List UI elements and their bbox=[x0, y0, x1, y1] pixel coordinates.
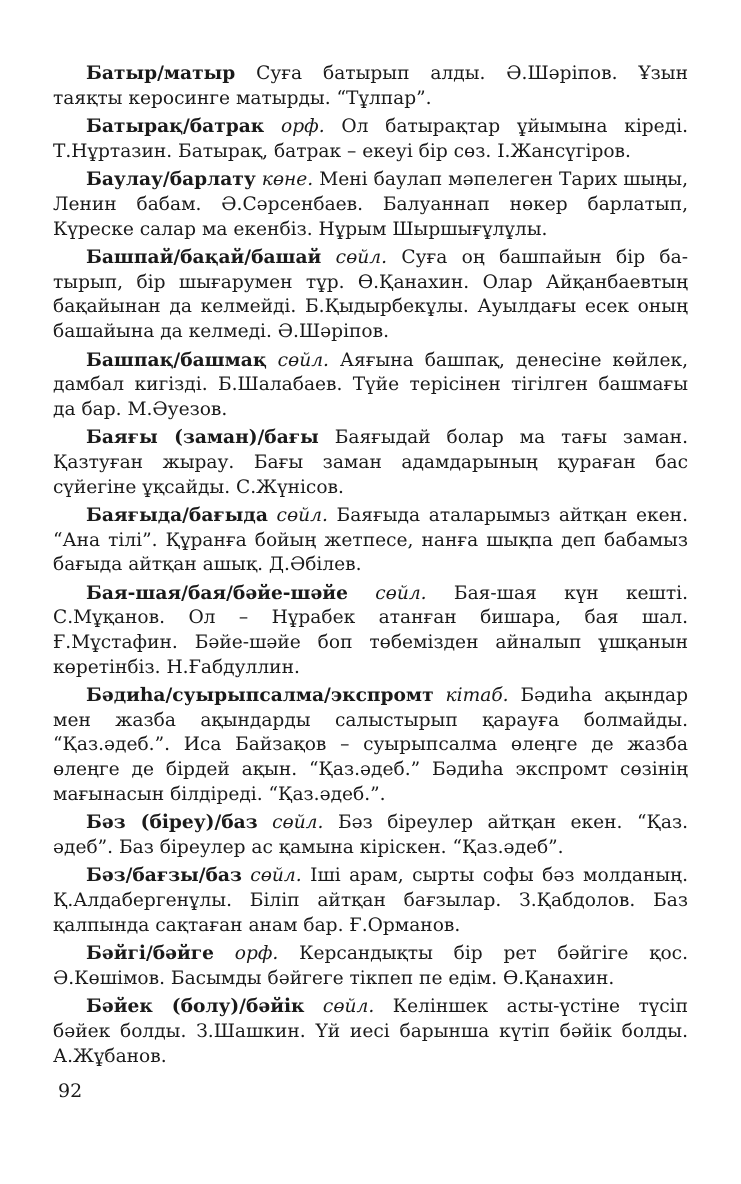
entry-text: Баяғыда аталарымыз айтқан екен. “Ана тілі”. Құранға бойың жетпесе, нанға шықпа деп бабамыз бағыда айтқан ашық. Д.Әбілев. bbox=[53, 505, 688, 576]
entry-text: Суға оң башпайын бір батырып, бір шығарумен тұр. Ө.Қанахин. Олар Айқанбаевтың бақайынан да келмейді. Б.Қыдырбекұлы. Ауылдағы есек оның башайына да келмеді. Ә.Шәріпов. bbox=[53, 247, 689, 342]
entry-6 bbox=[53, 426, 688, 500]
entry-text: Баяғыдай болар ма тағы заман. Қазтуған жырау. Бағы заман адамдарының қураған бас сүйегіне ұқсайды. С.Жүнісов. bbox=[53, 427, 688, 498]
entry-4 bbox=[53, 246, 688, 344]
entry-usage-mark: сөйл. bbox=[241, 865, 302, 887]
entry-1 bbox=[53, 62, 688, 111]
entry-9 bbox=[53, 684, 688, 807]
entry-text: Аяғына башпақ, денесіне көйлек, дамбал кигізді. Б.Шалабаев. Түйе терісінен тігілген башмағы да бар. М.Әуезов. bbox=[53, 349, 688, 420]
entry-usage-mark: кітаб. bbox=[433, 685, 509, 707]
entry-text: Іші арам, сырты софы бәз молданың. Қ.Алдабергенұлы. Біліп айтқан бағзылар. З.Қабдолов. Баз қалпында сақтаған анам бар. Ғ.Орманов. bbox=[53, 865, 689, 936]
entry-headword: Баяғыда/бағыда bbox=[86, 505, 268, 527]
entry-headword: Батырақ/батрак bbox=[86, 116, 265, 138]
entry-text: Бая-шая күн кешті. С.Мұқанов. Ол – Нұрабек атанған бишара, бая шал. Ғ.Мұстафин. Бәйе-шәйе боп төбемізден айналып ұшқанын көретінбіз. Н.Ғабдуллин. bbox=[53, 582, 688, 678]
entry-3 bbox=[53, 168, 688, 242]
entry-5 bbox=[53, 349, 688, 423]
entry-headword: Бәз (біреу)/баз bbox=[86, 812, 258, 834]
entry-usage-mark: сөйл. bbox=[257, 812, 324, 834]
entry-usage-mark: сөйл. bbox=[347, 582, 427, 604]
entry-headword: Батыр/матыр bbox=[86, 63, 236, 84]
entry-text: Бәз біреулер айтқан екен. “Қаз. әдеб”. Баз біреулер ас қамына кіріскен. “Қаз.әдеб”. bbox=[53, 812, 689, 858]
entry-headword: Башпақ/башмақ bbox=[86, 349, 267, 371]
entry-text: Ол батырақтар ұйымына кіреді. Т.Нұртазин. Батырақ, батрак – екеуі бір сөз. І.Жансүгіров. bbox=[53, 116, 688, 162]
entry-10 bbox=[53, 811, 688, 860]
entry-headword: Башпай/бақай/башай bbox=[86, 247, 322, 269]
entry-usage-mark: сөйл. bbox=[304, 996, 375, 1018]
entry-headword: Баулау/барлату bbox=[86, 169, 256, 191]
entry-usage-mark: сөйл. bbox=[321, 247, 388, 269]
entry-usage-mark: орф. bbox=[214, 943, 279, 965]
entry-7 bbox=[53, 504, 688, 578]
entry-headword: Бәдиһа/суырыпсалма/экспромт bbox=[86, 685, 434, 707]
entry-usage-mark: сөйл. bbox=[267, 505, 328, 527]
entry-headword: Бая-шая/бая/бәйе-шәйе bbox=[86, 582, 348, 604]
entry-headword: Бәйгі/бәйге bbox=[86, 943, 215, 965]
entry-headword: Баяғы (заман)/бағы bbox=[86, 427, 319, 449]
entry-13 bbox=[53, 995, 688, 1069]
dictionary-page bbox=[53, 62, 688, 1073]
entry-text: Бәдиһа ақындар мен жазба ақындарды салыстырып қарауға болмайды. “Қаз.әдеб.”. Иса Байзақов – суырыпсалма өлеңге де жазба өлеңге де бірдей ақын. “Қаз.әдеб.” Бәдиһа экспромт сөзінің мағынасын білдіреді. “Қаз.әдеб.”. bbox=[53, 685, 689, 805]
entry-8 bbox=[53, 582, 688, 680]
entry-11 bbox=[53, 864, 688, 938]
entry-headword: Бәйек (болу)/бәйік bbox=[86, 996, 305, 1018]
entry-text: Келіншек асты-үстіне түсіп бәйек болды. З.Шашкин. Үй иесі барынша күтіп бәйік болды. А.Жұбанов. bbox=[53, 996, 688, 1067]
entry-text: Мені баулап мәпелеген Тарих шыңы, Ленин бабам. Ә.Сәрсенбаев. Балуаннап нөкер барлатып, Күреске салар ма екенбіз. Нұрым Шыршығұлұлы. bbox=[53, 169, 688, 240]
entry-usage-mark: көне. bbox=[255, 169, 314, 191]
entry-12 bbox=[53, 942, 688, 991]
entry-usage-mark: сөйл. bbox=[266, 349, 329, 371]
entry-2 bbox=[53, 115, 688, 164]
page-number: 92 bbox=[58, 1080, 83, 1102]
entry-text: Суға батырып алды. Ә.Шәріпов. Ұзын таяқты керосинге матырды. “Тұлпар”. bbox=[53, 63, 688, 109]
entry-usage-mark: орф. bbox=[264, 116, 325, 138]
entry-text: Керсандықты бір рет бәйгіге қос. Ә.Көшімов. Басымды бәйгеге тікпеп пе едім. Ө.Қанахин. bbox=[53, 943, 688, 989]
entry-headword: Бәз/бағзы/баз bbox=[86, 865, 242, 887]
